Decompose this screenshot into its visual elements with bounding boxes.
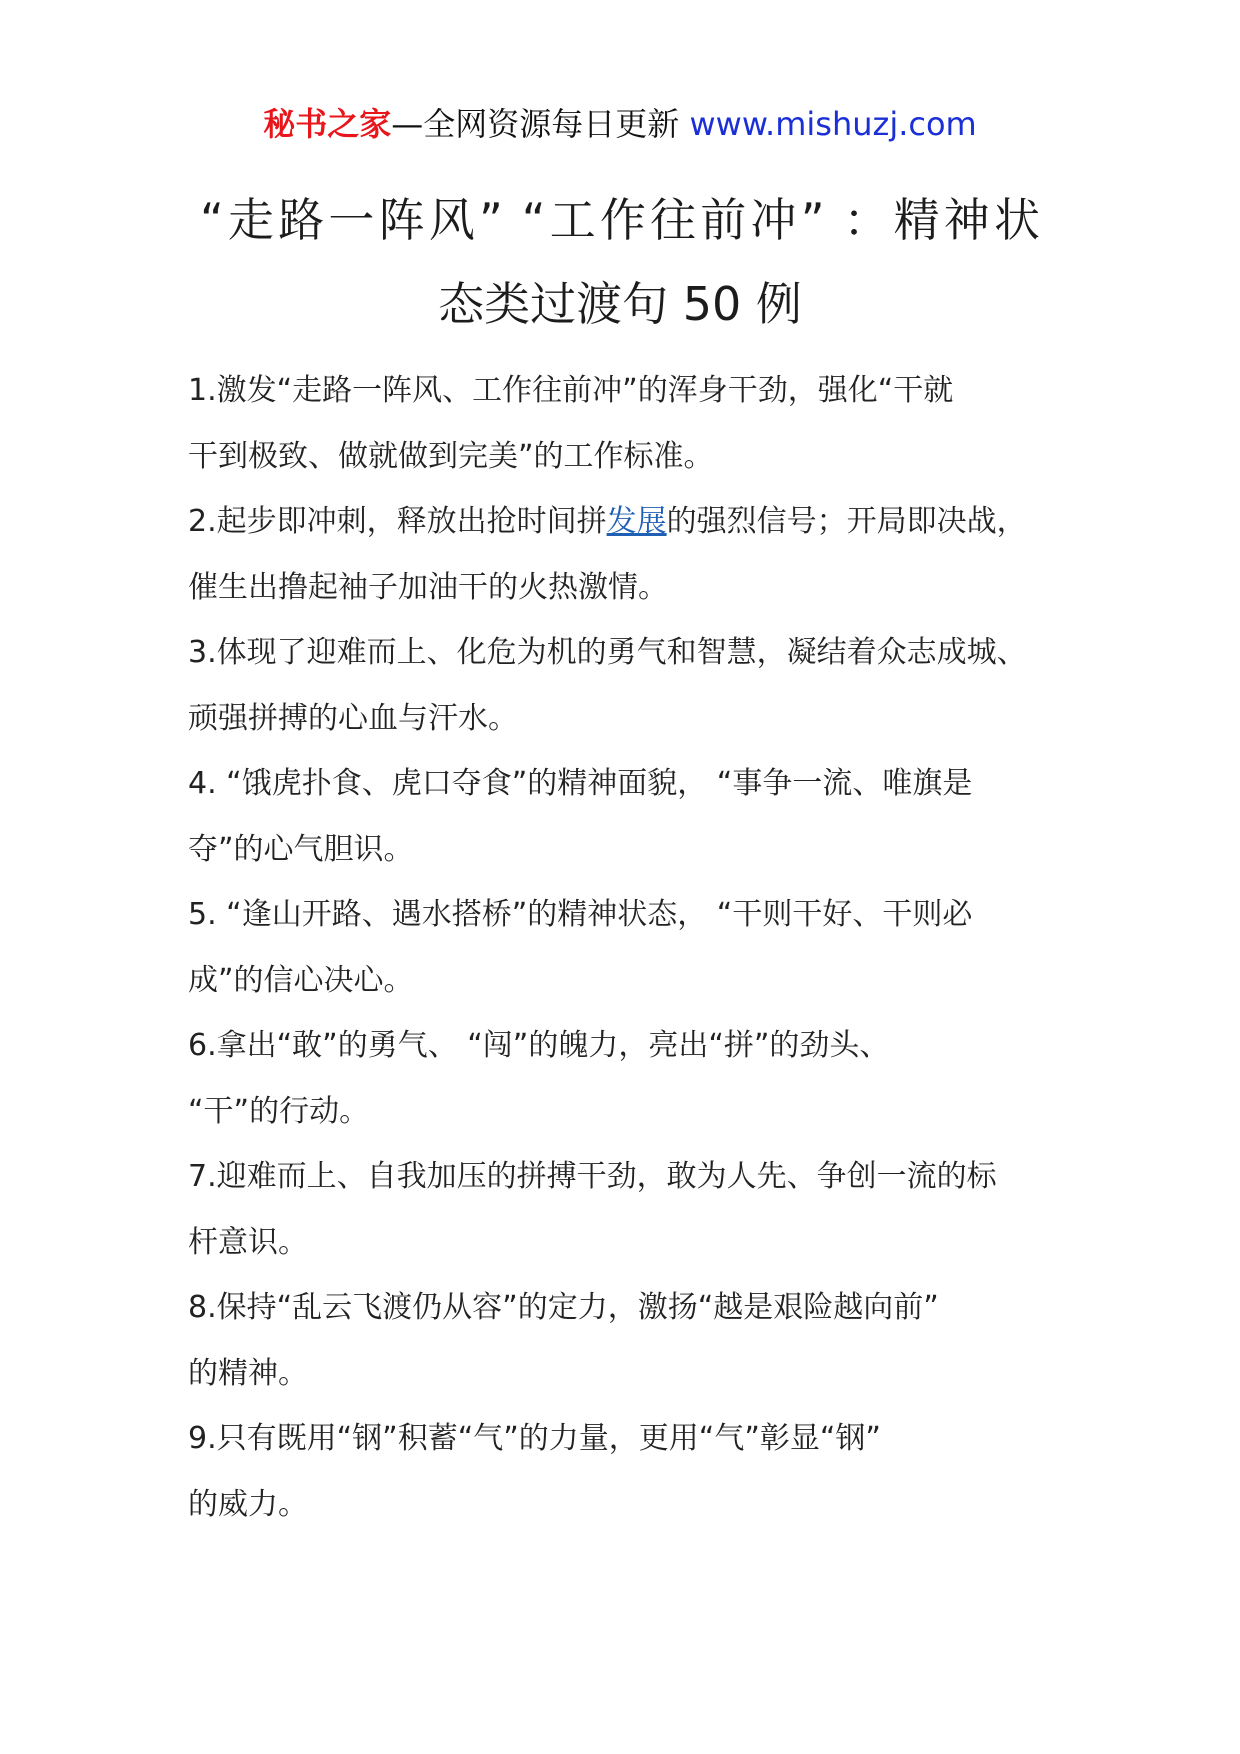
list-item-line: 干到极致、做就做到完美”的工作标准。 [188,438,714,474]
brand-name: 秘书之家 [263,105,392,143]
list-item [188,1144,1058,1275]
site-header [0,100,1240,148]
list-item-text: 2.起步即冲刺，释放出抢时间拼 [188,504,607,539]
list-item-line: 7.迎难而上、自我加压的拼搏干劲，敢为人先、争创一流的标 [188,1159,997,1194]
list-item-line: 1.激发“走路一阵风、工作往前冲”的浑身干劲，强化“干就 [188,373,954,408]
header-tagline: —全网资源每日更新 [391,105,690,143]
list-item-line: 夺”的心气胆识。 [188,831,414,867]
list-item-line: 6.拿出“敢”的勇气、 “闯”的魄力，亮出“拼”的劲头、 [188,1028,890,1063]
list-item-line: 5. “逢山开路、遇水搭桥”的精神状态， “干则干好、干则必 [188,897,973,932]
list-item-line [188,489,1058,555]
list-item [188,489,1058,620]
title-line-2: 态类过渡句 50 例 [438,277,802,331]
list-item-text: 的强烈信号；开局即决战， [666,504,1027,539]
list-item [188,620,1058,751]
development-link[interactable]: 发展 [606,504,667,539]
title-line-1: “走路一阵风” “工作往前冲” ：精神状 [200,193,1040,247]
list-item-line: 顽强拼搏的心血与汗水。 [188,700,518,736]
list-item-line: 9.只有既用“钢”积蓄“气”的力量，更用“气”彰显“钢” [188,1421,881,1456]
list-item [188,1013,1058,1144]
list-item-line: 成”的信心决心。 [188,962,414,998]
list-item-line: “干”的行动。 [188,1093,370,1129]
list-item-line: 的威力。 [188,1486,308,1522]
site-url-link[interactable]: www.mishuzj.com [689,105,977,143]
list-item [188,358,1058,489]
list-item-line: 催生出撸起袖子加油干的火热激情。 [188,569,668,605]
list-item-line: 8.保持“乱云飞渡仍从容”的定力，激扬“越是艰险越向前” [188,1290,939,1325]
list-item-line: 杆意识。 [188,1224,308,1260]
list-item-line: 4. “饿虎扑食、虎口夺食”的精神面貌， “事争一流、唯旗是 [188,766,973,801]
list-item [188,1406,1058,1537]
document-title [200,178,1040,346]
list-item [188,751,1058,882]
list-item [188,882,1058,1013]
sentence-list [188,358,1058,1537]
list-item [188,1275,1058,1406]
list-item-line: 的精神。 [188,1355,308,1391]
list-item-line: 3.体现了迎难而上、化危为机的勇气和智慧，凝结着众志成城、 [188,635,1027,670]
